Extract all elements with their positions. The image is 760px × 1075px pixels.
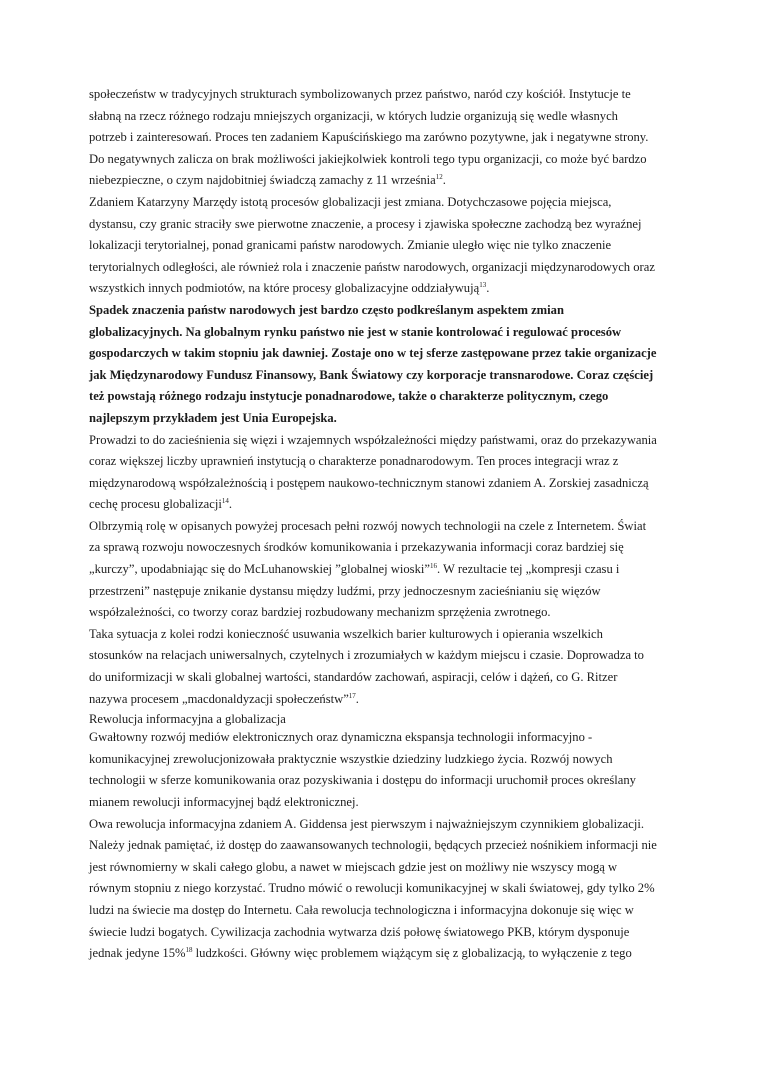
paragraph-text: społeczeństw w tradycyjnych strukturach symbolizowanych przez państwo, naród czy kościół. Instytucje te słabną na rzecz różnego rodzaju mniejszych organizacji, w których ludzie organizują się wedle własnych potrzeb i zainteresowań. Proces ten zadaniem Kapuścińskiego ma zarówno pozytywne, jak i negatywne strony. Do negatywnych zalicza on brak możliwości jakiejkolwiek kontroli tego typu organizacji, co może być bardzo niebezpieczne, o czym najdobitniej świadczą zamachy z 11 września	[89, 87, 649, 188]
paragraph-8	[89, 814, 657, 965]
footnote-ref[interactable]: 17	[348, 691, 356, 700]
paragraph-tail: .	[442, 173, 446, 188]
footnote-ref[interactable]: 14	[221, 497, 229, 506]
footnote-ref[interactable]: 16	[429, 562, 437, 571]
paragraph-text: Gwałtowny rozwój mediów elektronicznych oraz dynamiczna ekspansja technologii informacyjno - komunikacyjnej zrewolucjonizowała praktycznie wszystkie dziedziny ludzkiego życia. Rozwój nowych technologii w sferze komunikowania oraz pozyskiwania i dostępu do informacji uruchomił proces określany mianem rewolucji informacyjnej bądź elektronicznej.	[89, 730, 636, 809]
document-page	[89, 84, 657, 965]
paragraph-text: Zdaniem Katarzyny Marzędy istotą procesów globalizacji jest zmiana. Dotychczasowe pojęcia miejsca, dystansu, czy granic straciły swe pierwotne znaczenie, a procesy i zjawiska społeczne zachodzą bez wyraźnej lokalizacji terytorialnej, ponad granicami państw narodowych. Zmianie uległo więc nie tylko znaczenie terytorialnych odległości, ale również rola i znaczenie państw narodowych, organizacji międzynarodowych oraz wszystkich innych podmiotów, na które procesy globalizacyjne oddziaływują	[89, 194, 655, 296]
section-heading: Rewolucja informacyjna a globalizacja	[89, 712, 286, 727]
paragraph-2	[89, 192, 657, 300]
footnote-ref[interactable]: 13	[479, 281, 487, 290]
paragraph-3-bold	[89, 300, 657, 430]
paragraph-tail: .	[486, 281, 490, 296]
paragraph-tail: .	[355, 691, 359, 706]
paragraph-1	[89, 84, 657, 192]
paragraph-tail: ludzkości. Główny więc problemem wiążącym się z globalizacją, to wyłączenie z tego	[192, 946, 632, 961]
paragraph-tail: .	[228, 497, 233, 512]
paragraph-text: Spadek znaczenia państw narodowych jest bardzo często podkreślanym aspektem zmian globalizacyjnych. Na globalnym rynku państwo nie jest w stanie kontrolować i regulować procesów gospodarczych w takim stopniu jak dawniej. Zostaje ono w tej sferze zastępowane przez takie organizacje jak Międzynarodowy Fundusz Finansowy, Bank Światowy czy korporacje transnarodowe. Coraz częściej też powstają różnego rodzaju instytucje ponadnarodowe, także o charakterze politycznym, czego najlepszym przykładem jest Unia Europejska.	[89, 302, 657, 425]
paragraph-4	[89, 430, 657, 516]
paragraph-5	[89, 516, 657, 624]
paragraph-text: Owa rewolucja informacyjna zdaniem A. Giddensa jest pierwszym i najważniejszym czynnikiem globalizacji. Należy jednak pamiętać, iż dostęp do zaawansowanych technologii, będących przecież nośnikiem informacji nie jest równomierny w skali całego globu, a nawet w miejscach gdzie jest on możliwy nie wszyscy mogą w równym stopniu z niego korzystać. Trudno mówić o rewolucji komunikacyjnej w skali światowej, gdy tylko 2% ludzi na świecie ma dostęp do Internetu. Cała rewolucja technologiczna i informacyjna dokonuje się więc w świecie ludzi bogatych. Cywilizacja zachodnia wytwarza dziś połowę światowego PKB, którym dysponuje jednak jedyne 15%	[89, 816, 657, 961]
paragraph-6	[89, 624, 657, 710]
paragraph-tail: . W rezultacie tej „kompresji czasu i przestrzeni” następuje znikanie dystansu między ludźmi, przy jednoczesnym zacieśnianiu się więzów współzależności, co tworzy coraz bardziej rozbudowany mechanizm sprzężenia zwrotnego.	[89, 562, 620, 620]
paragraph-text: Prowadzi to do zacieśnienia się więzi i wzajemnych współzależności między państwami, oraz do przekazywania coraz większej liczby uprawnień instytucją o charakterze ponadnarodowym. Ten proces integracji wraz z międzynarodową współzależnością i postępem naukowo-technicznym stanowi zdaniem A. Zorskiej zasadniczą cechę procesu globalizacji	[89, 432, 657, 512]
paragraph-text: Olbrzymią rolę w opisanych powyżej procesach pełni rozwój nowych technologii na czele z Internetem. Świat za sprawą rozwoju nowoczesnych środków komunikowania i przekazywania informacji coraz bardziej się „kurczy”, upodabniając się do McLuhanowskiej ”globalnej wioski”	[89, 518, 647, 577]
footnote-ref[interactable]: 18	[185, 946, 193, 955]
paragraph-text: Taka sytuacja z kolei rodzi konieczność usuwania wszelkich barier kulturowych i opierania wszelkich stosunków na relacjach uniwersalnych, czytelnych i zrozumiałych w każdym miejscu i czasie. Doprowadza to do uniformizacji w skali globalnej wartości, standardów zachowań, aspiracji, celów i dążeń, co G. Ritzer nazywa procesem „macdonaldyzacji społeczeństw”	[89, 626, 644, 706]
paragraph-7	[89, 727, 657, 813]
footnote-ref[interactable]: 12	[435, 173, 443, 182]
